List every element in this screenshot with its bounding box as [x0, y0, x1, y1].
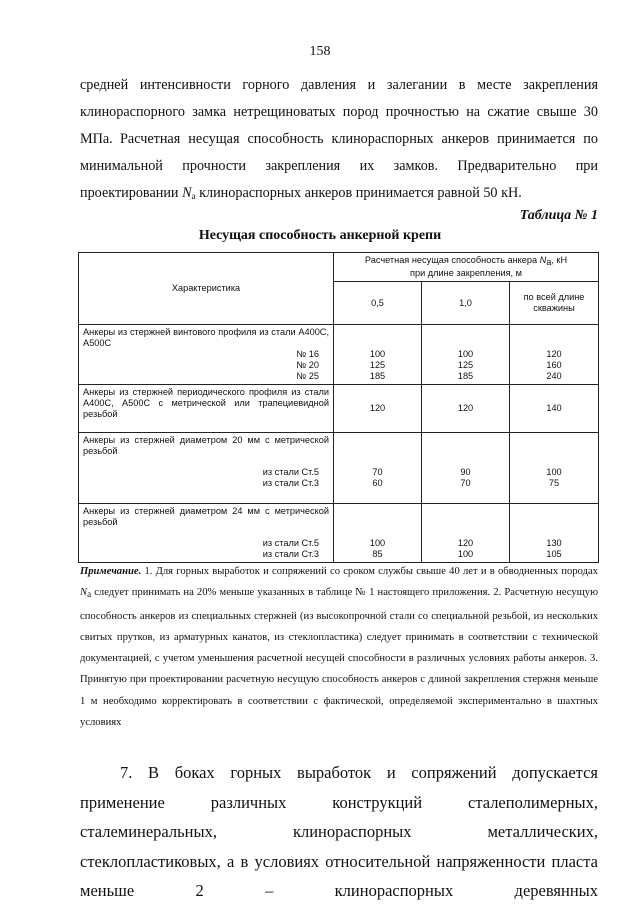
paragraph-7: 7. В боках горных выработок и сопряжений допускается применение различных конструкций сталеполимерных, сталеминеральных, клинораспорных металлических, стеклопластиковых, а в условиях относительной напряженности пласта меньше 2 – клинораспорных деревянных	[80, 763, 598, 900]
cell-value: 120	[457, 538, 474, 548]
row-label: из стали Ст.5	[262, 467, 319, 477]
table-row	[79, 325, 599, 385]
row-label: № 20	[296, 360, 319, 370]
cell-value: 140	[510, 385, 599, 433]
value-cell	[510, 504, 599, 563]
row-label: из стали Ст.3	[262, 549, 319, 559]
header-capacity-line2: при длине закрепления, м	[410, 268, 522, 278]
group-label: Анкеры из стержней диаметром 24 мм с метрической резьбой	[83, 506, 329, 527]
row-label: из стали Ст.3	[262, 478, 319, 488]
cell-value: 120	[422, 385, 510, 433]
value-cell	[422, 433, 510, 504]
table-row	[79, 385, 599, 433]
note-symbol: N	[80, 587, 88, 599]
page-number: 158	[309, 44, 331, 59]
cell-value: 130	[546, 538, 562, 548]
cell-value: 100	[369, 538, 386, 548]
table-note	[80, 561, 598, 733]
symbol-n-sub: а	[191, 191, 196, 201]
table-row	[79, 433, 599, 504]
row-label: из стали Ст.5	[262, 538, 319, 548]
row-label: № 25	[296, 371, 319, 381]
paragraph-2	[80, 126, 598, 210]
anchor-capacity-table	[78, 252, 599, 563]
note-symbol-sub: а	[87, 589, 92, 600]
cell-value: 240	[546, 371, 562, 381]
value-cell	[510, 325, 599, 385]
cell-value: 120	[334, 385, 422, 433]
group-label: Анкеры из стержней винтового профиля из стали А400С, А500С	[83, 327, 329, 348]
group-cell	[79, 433, 334, 504]
cell-value: 125	[369, 360, 386, 370]
value-cell	[510, 433, 599, 504]
table-label: Таблица № 1	[519, 208, 598, 223]
cell-value: 105	[546, 549, 562, 559]
cell-value: 100	[369, 349, 386, 359]
group-label: Анкеры из стержней периодического профиля из стали А400С, А500С с метрической или трапециевидной резьбой	[83, 387, 329, 419]
cell-value: 185	[457, 371, 474, 381]
row-label: № 16	[296, 349, 319, 359]
note-text-2: следует принимать на 20% меньше указанных в таблице № 1 настоящего приложения. 2. Расчетную несущую способность анкеров из специальных стержней (из высокопрочной стали со специальной резьбой, из нескольких свитых прутков, из арматурных канатов, из стеклопластика) следует принимать в соответствии с технической документацией, с учетом уменьшения расчетной несущей способности в различных условиях работы анкеров. 3. Принятую при проектировании расчетную несущую способность анкеров с длиной закрепления стержня меньше 1 м необходимо корректировать в соответствии с фактической, определяемой экспериментально в шахтных условиях	[80, 587, 598, 729]
cell-value: 70	[460, 478, 471, 488]
cell-value: 60	[372, 478, 383, 488]
cell-value: 185	[369, 371, 386, 381]
group-label: Анкеры из стержней диаметром 20 мм с метрической резьбой	[83, 435, 329, 456]
paragraph-2-text: Расчетная несущая способность клинораспорных анкеров принимается по минимальной прочности закрепления их замков. Предварительно при проектировании	[80, 131, 598, 201]
value-cell	[334, 325, 422, 385]
cell-value: 100	[457, 349, 474, 359]
cell-value: 125	[457, 360, 474, 370]
note-text-1: 1. Для горных выработок и сопряжений со сроком службы свыше 40 лет и в обводненных породах	[141, 566, 598, 577]
value-cell	[422, 325, 510, 385]
cell-value: 120	[546, 349, 562, 359]
value-cell	[334, 433, 422, 504]
header-capacity-text: Расчетная несущая способность анкера	[364, 255, 540, 265]
header-capacity-unit: , кН	[551, 255, 568, 265]
header-characteristic: Характеристика	[79, 253, 334, 325]
table-title: Несущая способность анкерной крепи	[198, 228, 442, 243]
cell-value: 100	[457, 549, 474, 559]
header-length-10: 1,0	[422, 282, 510, 325]
header-capacity	[334, 253, 599, 282]
value-cell	[334, 504, 422, 563]
cell-value: 70	[372, 467, 383, 477]
group-cell	[79, 325, 334, 385]
header-length-05: 0,5	[334, 282, 422, 325]
table-header-row	[79, 253, 599, 282]
value-cell	[422, 504, 510, 563]
symbol-n: N	[182, 185, 192, 201]
paragraph-2-end: клинораспорных анкеров принимается равной 50 кН.	[195, 185, 522, 201]
note-heading: Примечание.	[80, 566, 142, 577]
paragraph-1: средней интенсивности горного давления и залегании в месте закрепления клинораспорного замка нетрещиноватых пород прочностью на сжатие свыше 30 МПа.	[80, 77, 598, 147]
cell-value: 100	[546, 467, 562, 477]
cell-value: 160	[546, 360, 562, 370]
cell-value: 75	[548, 478, 560, 488]
cell-value: 90	[460, 467, 471, 477]
header-capacity-sub: а	[546, 257, 552, 267]
group-cell	[79, 385, 334, 433]
cell-value: 85	[372, 549, 383, 559]
group-cell	[79, 504, 334, 563]
header-capacity-symbol: N	[539, 255, 547, 265]
header-length-full: по всей длине скважины	[510, 282, 599, 325]
table-row	[79, 504, 599, 563]
